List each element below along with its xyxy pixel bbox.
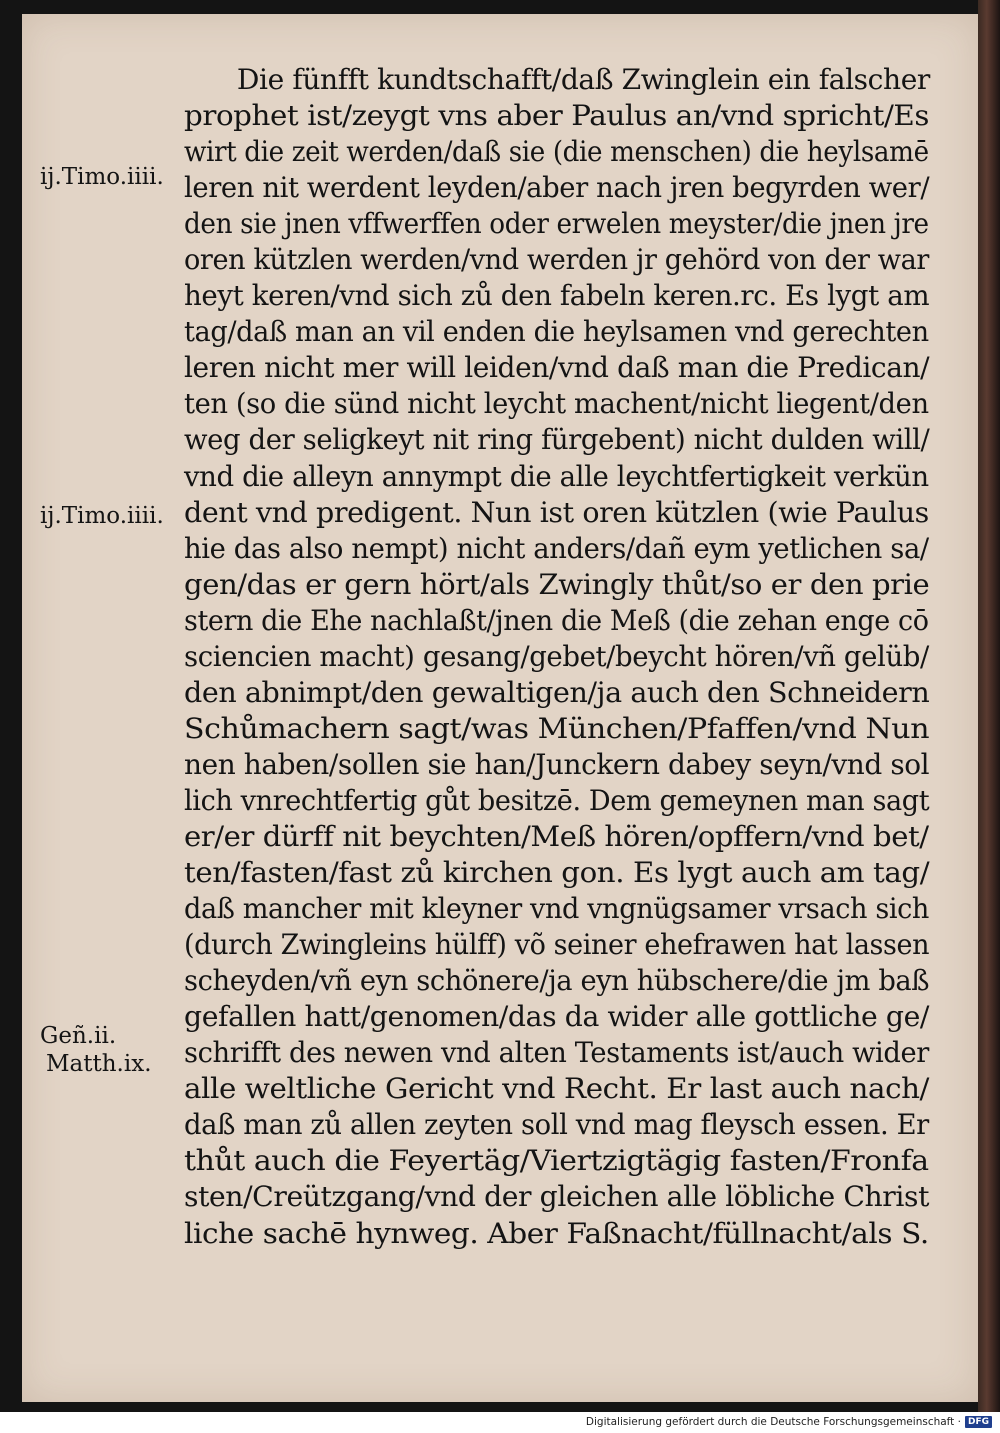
funding-text: Digitalisierung gefördert durch die Deutsche Forschungsgemeinschaft ·	[585, 1416, 961, 1428]
text-line: gefallen hatt/genomen/das da wider alle gottliche ge/	[184, 1000, 930, 1034]
text-line: dent vnd predigent. Nun ist oren kützlen (wie Paulus	[184, 495, 929, 529]
funding-footer	[586, 1416, 992, 1428]
text-line: lich vnrechtfertig gůt besitzē. Dem gemeynen man sagt	[184, 783, 930, 817]
text-line: Die fünfft kundtschafft/daß Zwinglein ein falscher	[236, 63, 930, 96]
text-line: oren kützlen werden/vnd werden jr gehörd von der war	[184, 243, 929, 277]
text-line: hie das also nempt) nicht anders/dañ eym yetlichen sa/	[184, 531, 929, 565]
text-line: vnd die alleyn annympt die alle leychtfertigkeit verkün	[184, 459, 929, 493]
body-text	[184, 62, 929, 1252]
text-line: nen haben/sollen sie han/Junckern dabey seyn/vnd sol	[184, 747, 930, 781]
text-line: stern die Ehe nachlaßt/jnen die Meß (die zehan enge cō	[184, 603, 929, 637]
marginal-note: Geñ.ii.	[40, 1023, 117, 1049]
text-line: den abnimpt/den gewaltigen/ja auch den Schneidern	[184, 675, 930, 709]
text-line: er/er dürff nit beychten/Meß hören/opffern/vnd bet/	[184, 819, 929, 853]
text-line: weg der seligkeyt nit ring fürgebent) nicht dulden will/	[184, 423, 930, 457]
marginal-note: Matth.ix.	[46, 1051, 152, 1077]
text-line: heyt keren/vnd sich zů den fabeln keren.rc. Es lygt am	[184, 279, 930, 313]
text-line: schrifft des newen vnd alten Testaments ist/auch wider	[184, 1036, 929, 1070]
text-line: leren nit werdent leyden/aber nach jren begyrden wer/	[184, 171, 930, 205]
text-line: alle weltliche Gericht vnd Recht. Er last auch nach/	[184, 1072, 929, 1106]
text-line: scheyden/vñ eyn schönere/ja eyn hübschere/die jm baß	[184, 964, 930, 998]
dfg-logo-icon: DFG	[965, 1416, 992, 1428]
text-line: ten/fasten/fast zů kirchen gon. Es lygt auch am tag/	[184, 856, 930, 890]
text-line: leren nicht mer will leiden/vnd daß man die Predican/	[184, 351, 930, 385]
marginal-note: ij.Timo.iiii.	[40, 164, 164, 190]
text-line: ten (so die sünd nicht leycht machent/nicht liegent/den	[184, 387, 929, 421]
text-line: daß mancher mit kleyner vnd vngnügsamer vrsach sich	[184, 892, 930, 926]
text-line: sten/Creützgang/vnd der gleichen alle löbliche Christ	[184, 1180, 930, 1214]
text-line: liche sachē hynweg. Aber Faßnacht/füllnacht/als S.	[184, 1216, 929, 1250]
text-line: gen/das er gern hört/als Zwingly thůt/so er den prie	[184, 567, 930, 601]
text-line: Schůmachern sagt/was München/Pfaffen/vnd Nun	[184, 711, 930, 745]
text-line: den sie jnen vffwerffen oder erwelen meyster/die jnen jre	[184, 207, 929, 241]
text-line: daß man zů allen zeyten soll vnd mag fleysch essen. Er	[184, 1108, 929, 1142]
book-edge	[978, 0, 1000, 1412]
text-line: sciencien macht) gesang/gebet/beycht hören/vñ gelüb/	[184, 639, 929, 673]
text-line: wirt die zeit werden/daß sie (die menschen) die heylsamē	[184, 135, 929, 169]
text-line: thůt auch die Feyertäg/Viertzigtägig fasten/Fronfa	[184, 1144, 929, 1178]
text-line: (durch Zwingleins hülff) võ seiner ehefrawen hat lassen	[184, 928, 930, 962]
marginal-note: ij.Timo.iiii.	[40, 503, 164, 529]
text-line: tag/daß man an vil enden die heylsamen vnd gerechten	[184, 315, 929, 349]
text-line: prophet ist/zeygt vns aber Paulus an/vnd spricht/Es	[184, 99, 930, 133]
